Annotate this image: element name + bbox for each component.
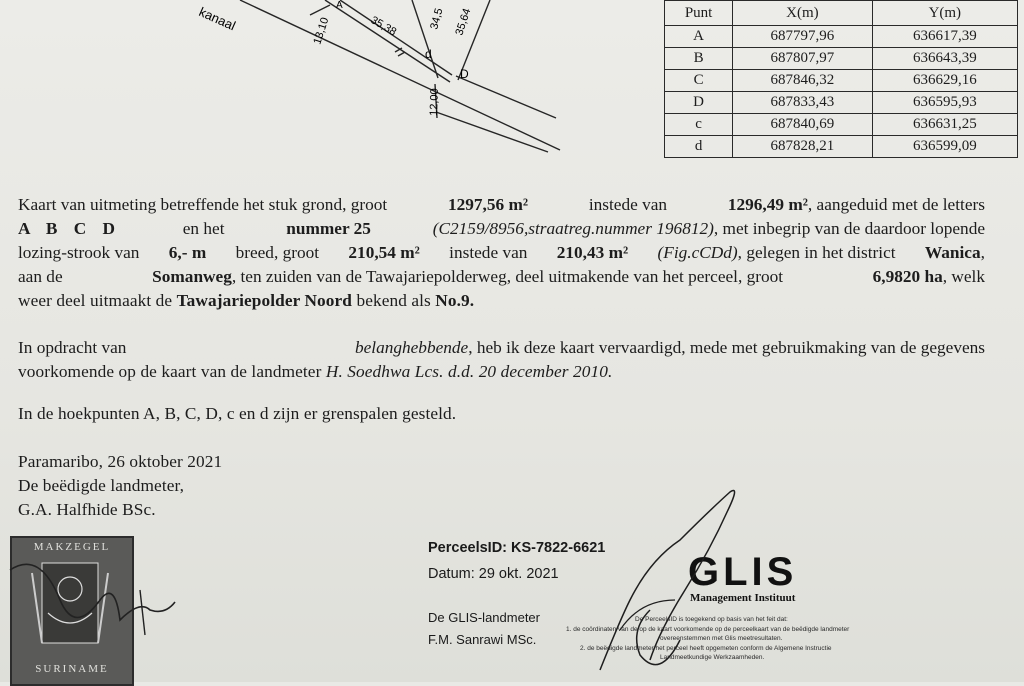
paragraph2-line1	[18, 338, 985, 358]
cell-punt: D	[665, 92, 733, 114]
dim-label-3538: 35,38	[368, 14, 399, 39]
glis-note-2: 2. de beëdigde landmeter het perceel heeft opgemeten conform de Algemene Instructie	[580, 645, 832, 652]
stamp-bottom-text: SURINAME	[35, 663, 109, 675]
text: , aangeduid met de letters	[807, 195, 985, 214]
paragraph1-line5	[18, 291, 474, 311]
cell-punt: C	[665, 70, 733, 92]
header-x: X(m)	[733, 1, 872, 26]
cell-y: 636629,16	[872, 70, 1017, 92]
glis-landmeter-label: De GLIS-landmeter	[428, 610, 540, 625]
district: Wanica	[924, 243, 981, 262]
table-row	[665, 92, 1018, 114]
perceel-id: PerceelsID: KS-7822-6621	[428, 540, 606, 556]
paragraph1-line4	[18, 267, 985, 287]
text: , gelegen in het district	[737, 243, 896, 262]
glis-institute: Management Instituut	[690, 592, 796, 604]
point-label-A: A	[336, 0, 343, 11]
glis-signature	[590, 480, 770, 682]
text: instede van	[449, 243, 528, 262]
figure-ref: (Fig.cCDd)	[657, 243, 738, 262]
parcel-number: nummer 25	[286, 219, 371, 238]
street: Somanweg	[152, 267, 232, 286]
cell-x: 687797,96	[733, 26, 872, 48]
cell-y: 636599,09	[872, 136, 1017, 158]
cell-y: 636595,93	[872, 92, 1017, 114]
text: aan de	[18, 267, 63, 286]
cell-punt: d	[665, 136, 733, 158]
dim-label-345: 34,5	[428, 6, 446, 31]
glis-note-1b: overeenstemmen met Glis meetresultaten.	[660, 635, 783, 642]
kanaal-label: kanaal	[196, 4, 238, 34]
header-punt: Punt	[665, 1, 733, 26]
paragraph2-line2	[18, 362, 612, 382]
cell-x: 687846,32	[733, 70, 872, 92]
table-row	[665, 114, 1018, 136]
glis-note-1: 1. de coördinaten van de op de kaart voorkomende op de perceelkaart van de beëdigde landmeter	[566, 626, 850, 633]
stamp-top-text: MAKZEGEL	[33, 541, 111, 553]
text: lozing-strook van	[18, 243, 140, 262]
text: , ten zuiden van de Tawajariepolderweg, deel uitmakende van het perceel, groot	[231, 267, 784, 286]
surveyor-signature	[0, 540, 200, 650]
prior-surveyor: H. Soedhwa Lcs. d.d. 20 december 2010.	[325, 362, 613, 381]
coordinate-table-header	[665, 1, 1018, 26]
paragraph3: In de hoekpunten A, B, C, D, c en d zijn er grenspalen gesteld.	[18, 404, 457, 423]
reference: (C2159/8956,straatreg.nummer 196812)	[432, 219, 714, 238]
polder-name: Tawajariepolder Noord	[176, 291, 353, 310]
cell-y: 636643,39	[872, 48, 1017, 70]
area-original: 1296,49 m²	[727, 195, 808, 214]
text: , heb ik deze kaart vervaardigd, mede met gebruikmaking van de gegevens	[468, 338, 985, 357]
table-row	[665, 70, 1018, 92]
cell-punt: B	[665, 48, 733, 70]
table-row	[665, 26, 1018, 48]
text: , met inbegrip van de daardoor lopende	[713, 219, 985, 238]
client-ref: belanghebbende	[354, 338, 469, 357]
dim-label-1200: 12,00	[428, 88, 441, 117]
point-label-d: d	[425, 47, 432, 61]
glis-note-0: De PerceelsID is toegekend op basis van het feit dat:	[635, 616, 788, 623]
surveyor-name: G.A. Halfhide BSc.	[18, 500, 156, 519]
parcel-letters: A B C D	[18, 219, 121, 238]
glis-note-2b: Landmeetkundige Werkzaamheden.	[660, 654, 765, 661]
road-line-upper	[456, 76, 556, 118]
cell-x: 687807,97	[733, 48, 872, 70]
text: weer deel uitmaakt de	[18, 291, 173, 310]
strip-area-original: 210,43 m²	[556, 243, 629, 262]
table-row	[665, 136, 1018, 158]
paragraph1-line1	[18, 195, 985, 215]
polder-number: No.9.	[435, 291, 475, 310]
text: instede van	[588, 195, 668, 214]
surveyor-role: De beëdigde landmeter,	[18, 476, 185, 495]
text: voorkomende op de kaart van de landmeter	[18, 362, 322, 381]
dim-label-3564: 35,64	[453, 7, 474, 37]
glis-logo: GLIS	[688, 550, 798, 594]
coordinate-table	[664, 0, 1018, 158]
strip-width: 6,- m	[168, 243, 207, 262]
paragraph1-line2	[18, 219, 985, 239]
cell-x: 687833,43	[733, 92, 872, 114]
glis-landmeter-name: F.M. Sanrawi MSc.	[428, 632, 537, 647]
cell-punt: c	[665, 114, 733, 136]
header-y: Y(m)	[872, 1, 1017, 26]
cell-x: 687840,69	[733, 114, 872, 136]
area-measured: 1297,56 m²	[447, 195, 529, 214]
cell-x: 687828,21	[733, 136, 872, 158]
canal-line	[240, 0, 560, 150]
paragraph1-line3	[18, 243, 985, 263]
table-row	[665, 48, 1018, 70]
point-label-D: D	[460, 67, 469, 81]
cell-punt: A	[665, 26, 733, 48]
text: ,	[980, 243, 985, 262]
text: breed, groot	[235, 243, 320, 262]
dim-label-1310: 13,10	[311, 16, 332, 46]
text: en het	[182, 219, 225, 238]
text: Kaart van uitmeting betreffende het stuk grond, groot	[18, 195, 388, 214]
strip-area: 210,54 m²	[348, 243, 420, 262]
text: , welk	[942, 267, 985, 286]
parcel-total-area: 6,9820 ha	[872, 267, 943, 286]
cell-y: 636631,25	[872, 114, 1017, 136]
survey-sketch	[0, 0, 600, 170]
text: In opdracht van	[18, 338, 127, 357]
cell-y: 636617,39	[872, 26, 1017, 48]
text: bekend als	[356, 291, 431, 310]
glis-date: Datum: 29 okt. 2021	[428, 566, 559, 582]
place-date: Paramaribo, 26 oktober 2021	[18, 452, 223, 471]
